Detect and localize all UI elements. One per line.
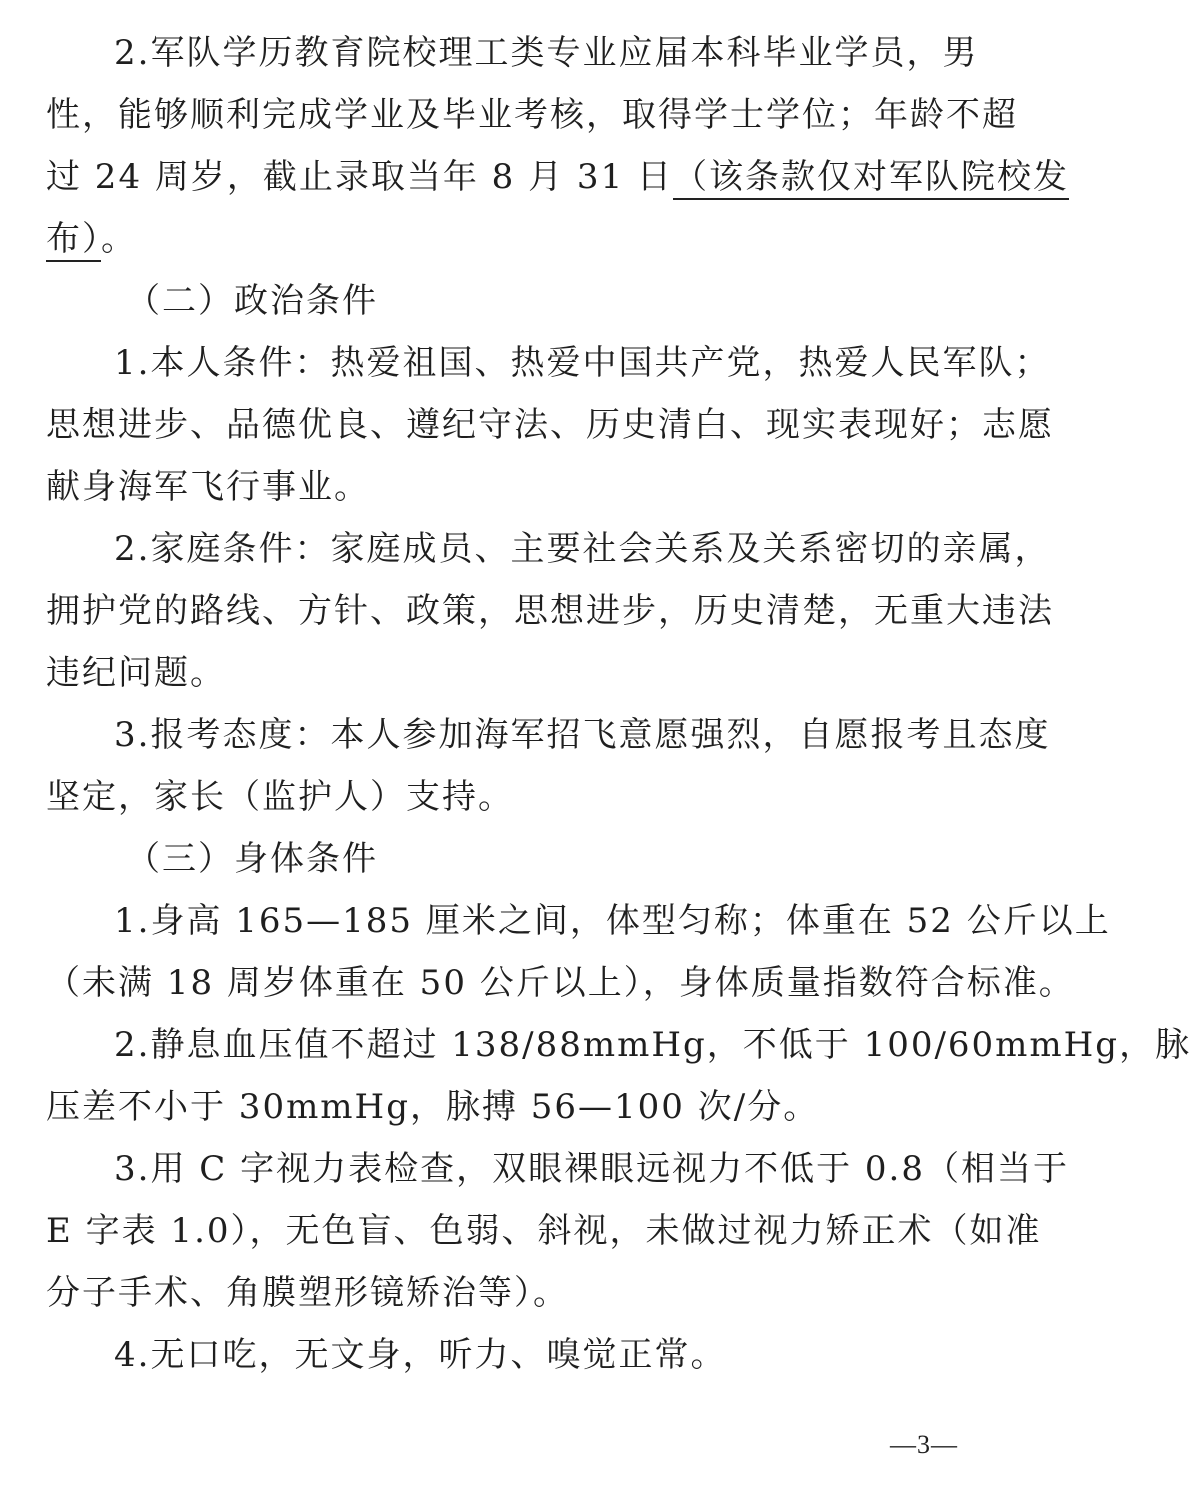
section-heading-physical: （三）身体条件: [126, 839, 378, 879]
text-segment: 。: [101, 219, 137, 259]
underlined-note: 布）: [46, 219, 101, 262]
text-line: [46, 146, 1069, 208]
text-line: 献身海军飞行事业。: [46, 467, 370, 507]
text-line: 2.家庭条件：家庭成员、主要社会关系及关系密切的亲属，: [114, 529, 1051, 569]
text-line: 性，能够顺利完成学业及毕业考核，取得学士学位；年龄不超: [46, 95, 1018, 135]
text-line: 分子手术、角膜塑形镜矫治等）。: [46, 1273, 569, 1313]
text-line: 违纪问题。: [46, 653, 226, 693]
underlined-note: （该条款仅对军队院校发: [673, 157, 1069, 200]
section-heading-political: （二）政治条件: [126, 281, 378, 321]
text-line: 坚定，家长（监护人）支持。: [46, 777, 514, 817]
text-line: 3.报考态度：本人参加海军招飞意愿强烈，自愿报考且态度: [114, 715, 1051, 755]
text-line: 4.无口吃，无文身，听力、嗅觉正常。: [114, 1335, 727, 1375]
text-line: [46, 208, 137, 270]
text-line: （未满 18 周岁体重在 50 公斤以上），身体质量指数符合标准。: [46, 963, 1075, 1003]
text-line: 1.本人条件：热爱祖国、热爱中国共产党，热爱人民军队；: [114, 343, 1051, 383]
text-line: 思想进步、品德优良、遵纪守法、历史清白、现实表现好；志愿: [46, 405, 1054, 445]
text-line: E 字表 1.0），无色盲、色弱、斜视，未做过视力矫正术（如准: [46, 1211, 1042, 1251]
text-line: 2.军队学历教育院校理工类专业应届本科毕业学员，男: [114, 33, 979, 73]
text-line: 1.身高 165—185 厘米之间，体型匀称；体重在 52 公斤以上: [114, 901, 1111, 941]
text-line: 3.用 C 字视力表检查，双眼裸眼远视力不低于 0.8（相当于: [114, 1149, 1069, 1189]
text-line: 2.静息血压值不超过 138/88mmHg，不低于 100/60mmHg，脉: [114, 1025, 1191, 1065]
page-number: —3—: [890, 1430, 958, 1459]
text-line: 拥护党的路线、方针、政策，思想进步，历史清楚，无重大违法: [46, 591, 1054, 631]
text-segment: 过 24 周岁，截止录取当年 8 月 31 日: [46, 157, 674, 197]
text-line: 压差不小于 30mmHg，脉搏 56—100 次/分。: [46, 1087, 820, 1127]
